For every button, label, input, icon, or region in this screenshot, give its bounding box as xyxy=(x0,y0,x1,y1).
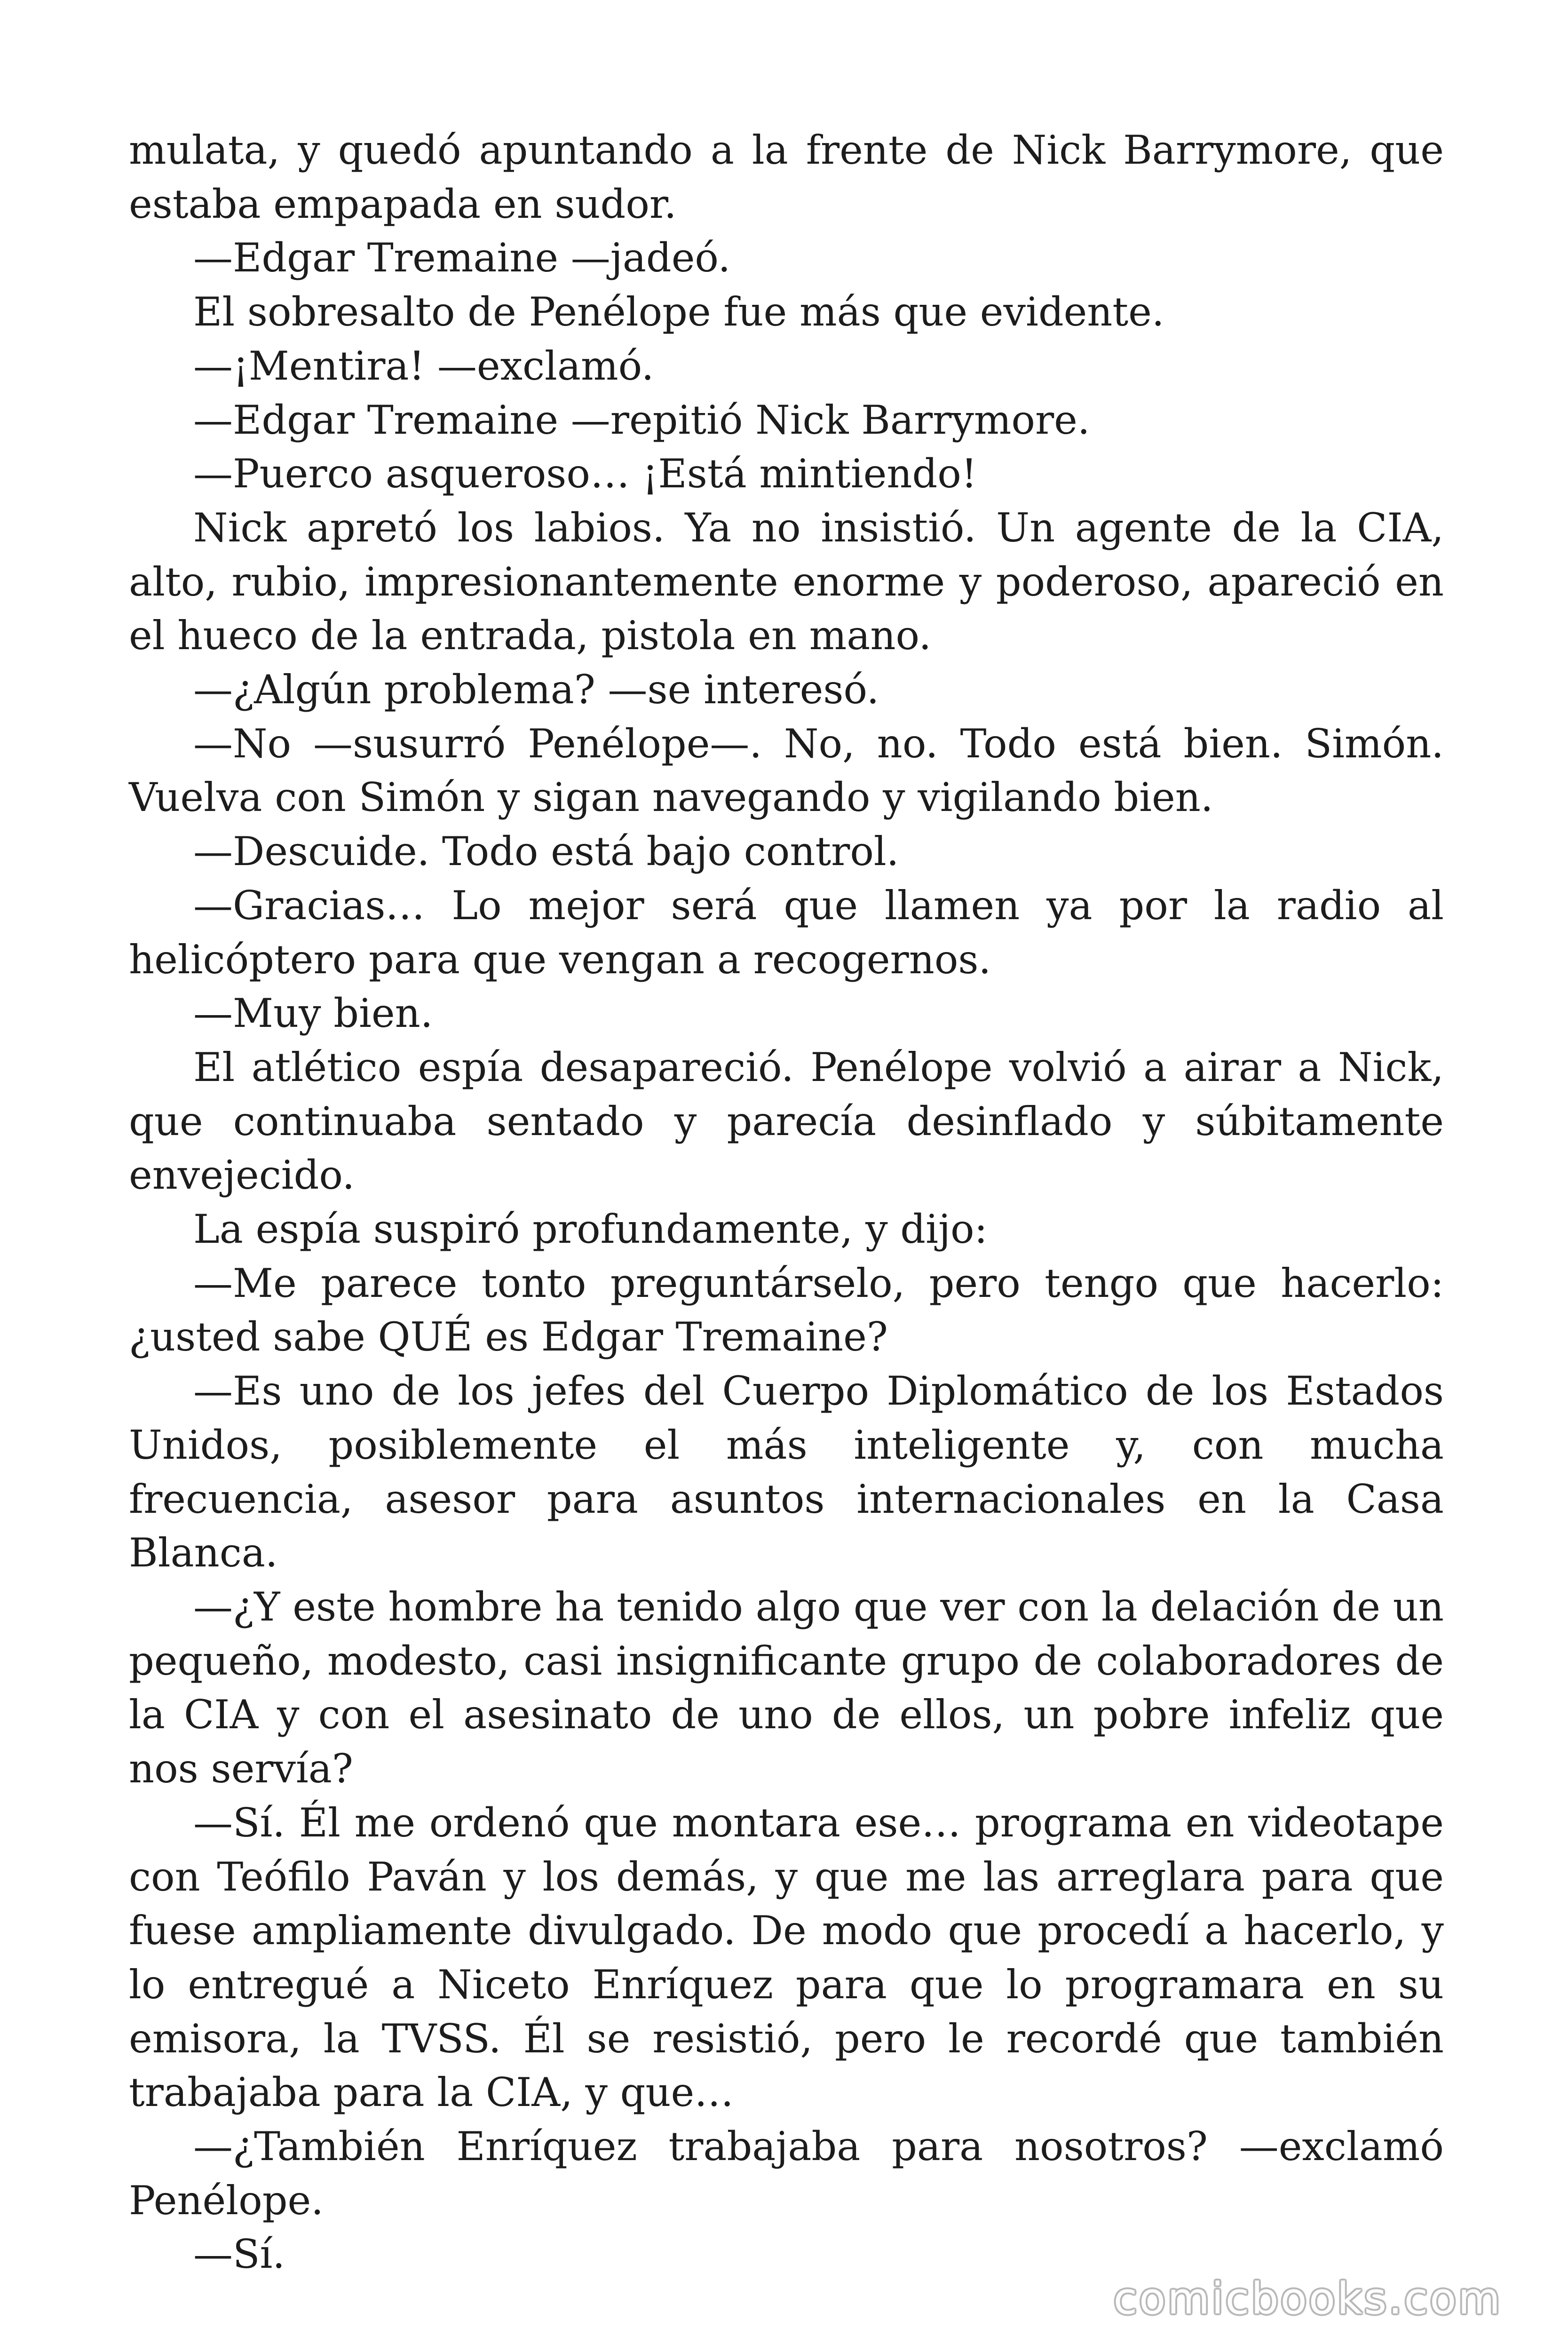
paragraph: —¿Y este hombre ha tenido algo que ver con la delación de un pequeño, modesto, casi insignificante grupo de colaboradores de la CIA y con el asesinato de uno de ellos, un pobre infeliz que nos servía? xyxy=(129,1583,1444,1792)
paragraph: —¡Mentira! —exclamó. xyxy=(193,342,654,389)
paragraph: El sobresalto de Penélope fue más que evidente. xyxy=(193,289,1164,335)
paragraph: —Gracias… Lo mejor será que llamen ya por la radio al helicóptero para que vengan a recogernos. xyxy=(129,882,1444,983)
paragraph: —¿También Enríquez trabajaba para nosotros? —exclamó Penélope. xyxy=(129,2123,1444,2224)
paragraph: —Muy bien. xyxy=(193,990,433,1037)
page-body xyxy=(129,123,1444,2281)
paragraph-continuation: mulata, y quedó apuntando a la frente de Nick Barrymore, que estaba empapada en sudor. xyxy=(129,127,1444,227)
paragraph: Nick apretó los labios. Ya no insistió. Un agente de la CIA, alto, rubio, impresionantemente enorme y poderoso, apareció en el hueco de la entrada, pistola en mano. xyxy=(129,504,1444,659)
paragraph: —Es uno de los jefes del Cuerpo Diplomático de los Estados Unidos, posiblemente el más inteligente y, con mucha frecuencia, asesor para asuntos internacionales en la Casa Blanca. xyxy=(129,1368,1444,1576)
paragraph: —Sí. xyxy=(193,2231,285,2278)
paragraph: —Puerco asqueroso… ¡Está mintiendo! xyxy=(193,451,977,497)
paragraph: La espía suspiró profundamente, y dijo: xyxy=(193,1206,988,1253)
paragraph: —Descuide. Todo está bajo control. xyxy=(193,828,899,875)
paragraph: —No —susurró Penélope—. No, no. Todo está bien. Simón. Vuelva con Simón y sigan navegando y vigilando bien. xyxy=(129,720,1444,821)
paragraph: —Edgar Tremaine —jadeó. xyxy=(193,235,731,281)
paragraph: —¿Algún problema? —se interesó. xyxy=(193,667,879,713)
watermark: comicbooks.com xyxy=(1113,2273,1502,2324)
paragraph: —Sí. Él me ordenó que montara ese… programa en videotape con Teófilo Paván y los demás, y que me las arreglara para que fuese ampliamente divulgado. De modo que procedí a hacerlo, y lo entregué a Niceto Enríquez para que lo programara en su emisora, la TVSS. Él se resistió, pero le recordé que también trabajaba para la CIA, y que… xyxy=(129,1799,1444,2116)
paragraph: —Me parece tonto preguntárselo, pero tengo que hacerlo: ¿usted sabe QUÉ es Edgar Tremaine? xyxy=(129,1260,1444,1360)
paragraph: —Edgar Tremaine —repitió Nick Barrymore. xyxy=(193,397,1090,443)
paragraph: El atlético espía desapareció. Penélope volvió a airar a Nick, que continuaba sentado y parecía desinflado y súbitamente envejecido. xyxy=(129,1044,1444,1199)
